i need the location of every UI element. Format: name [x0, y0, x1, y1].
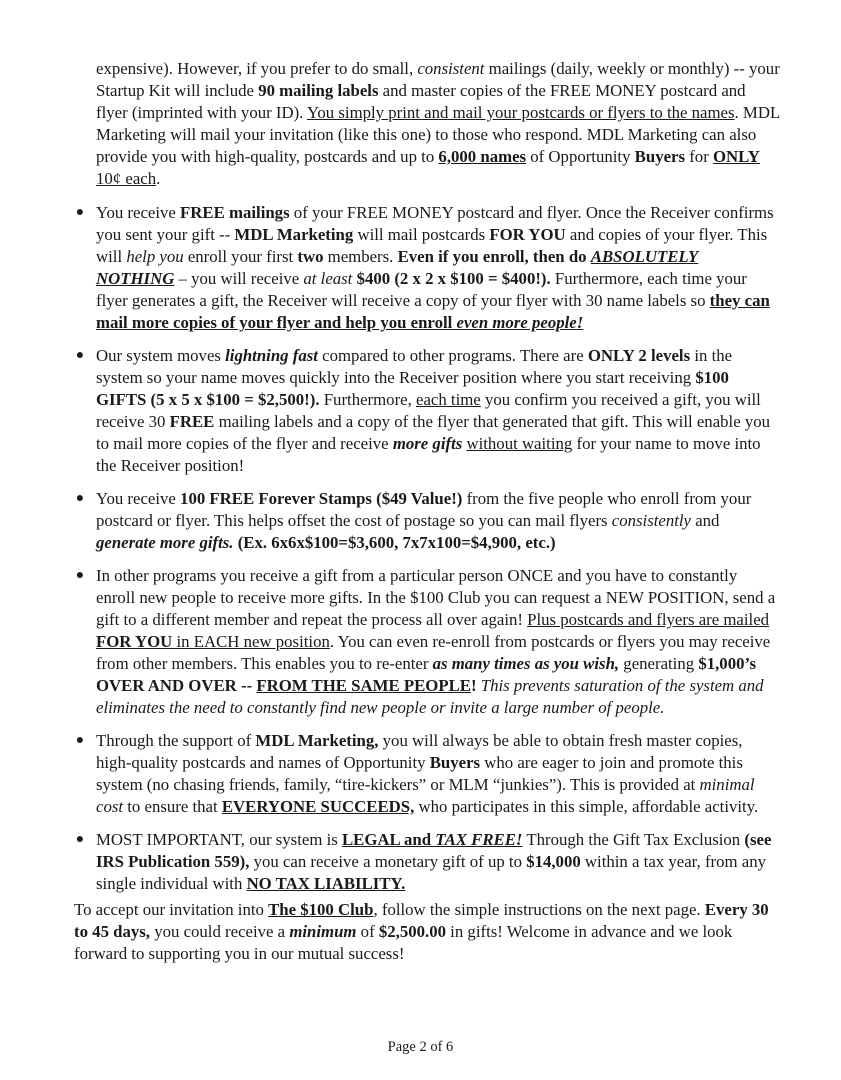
- text-run: you will always be able to obtain fresh master copies, high-quality postcards and names of Opportunity: [96, 731, 743, 772]
- text-run: generating: [619, 654, 699, 673]
- list-item-text: [96, 829, 780, 895]
- text-run: ONLY: [712, 147, 760, 166]
- bullet-icon: ●: [75, 491, 85, 506]
- text-run: lightning fast: [225, 346, 318, 365]
- text-run: Buyers: [429, 753, 481, 772]
- intro-paragraph: [74, 58, 780, 190]
- text-run: The $100 Club: [268, 900, 374, 919]
- text-run: mailing labels and a copy of the flyer that generated that gift. This will enable you to mail more copies of the flyer and receive: [96, 412, 771, 453]
- text-run: Furthermore,: [319, 390, 416, 409]
- text-run: MDL Marketing,: [255, 731, 379, 750]
- text-run: MDL Marketing: [234, 225, 354, 244]
- page-number: Page 2 of 6: [387, 1039, 454, 1055]
- text-run: , follow the simple instructions on the next page.: [373, 900, 705, 919]
- text-run: To accept our invitation into: [74, 900, 269, 919]
- text-run: generate more gifts.: [96, 533, 234, 552]
- text-run: . MDL Marketing will mail your invitation (like this one) to those who respond. MDL Marketing can also provide you with high-quality, postcards and up to: [96, 103, 780, 166]
- text-run: ABSOLUTELY NOTHING: [96, 247, 699, 288]
- bullet-icon: ●: [75, 205, 85, 220]
- text-run: NO TAX LIABILITY.: [246, 874, 406, 893]
- text-run: consistently: [611, 511, 691, 530]
- text-run: members.: [323, 247, 398, 266]
- text-run: of your FREE MONEY postcard and flyer. Once the Receiver confirms you sent your gift --: [96, 203, 774, 244]
- text-run: Through the Gift Tax Exclusion: [522, 830, 745, 849]
- text-run: $14,000: [526, 852, 581, 871]
- text-run: Plus postcards and flyers are mailed: [527, 610, 770, 629]
- text-run: compared to other programs. There are: [317, 346, 588, 365]
- text-run: FREE: [169, 412, 215, 431]
- bullet-icon: ●: [75, 832, 85, 847]
- text-run: Even if you enroll, then do: [397, 247, 591, 266]
- text-run: you can receive a monetary gift of up to: [249, 852, 527, 871]
- text-run: each time: [416, 390, 481, 409]
- text-run: . You can even re-enroll from postcards or flyers you may receive from other members. This enables you to re-enter: [96, 632, 771, 673]
- text-run: $2,500.00: [378, 922, 446, 941]
- text-run: of Opportunity: [526, 147, 635, 166]
- text-run: without waiting: [466, 434, 573, 453]
- text-run: In other programs you receive a gift from a particular person ONCE and you have to constantly enroll new people to receive more gifts. In the $100 Club you can request a NEW POSITION, send a gift to a different member and repeat the process all over again!: [96, 566, 776, 629]
- text-run: two: [297, 247, 324, 266]
- text-run: and: [691, 511, 720, 530]
- text-run: within a tax year, from any single individual with: [96, 852, 766, 893]
- text-run: Our system moves: [96, 346, 226, 365]
- text-run: 6,000 names: [438, 147, 527, 166]
- list-item-text: [96, 565, 780, 719]
- text-run: at least: [303, 269, 353, 288]
- list-item: [74, 565, 780, 719]
- text-run: mailings (daily, weekly or monthly) -- your Startup Kit will include: [96, 59, 780, 100]
- text-run: This prevents saturation of the system and eliminates the need to constantly find new people or invite a large number of people.: [96, 676, 764, 717]
- text-run: who are eager to join and promote this system (no chasing friends, family, “tire-kickers” or MLM “junkies”). This is provided at: [96, 753, 743, 794]
- text-run: more gifts: [392, 434, 463, 453]
- text-run: to ensure that: [123, 797, 222, 816]
- list-item-text: [96, 345, 780, 477]
- text-run: in gifts! Welcome in advance and we look forward to supporting you in our mutual success!: [74, 922, 733, 963]
- text-run: !: [470, 676, 477, 695]
- text-run: You receive: [96, 203, 181, 222]
- bullet-icon: ●: [75, 733, 85, 748]
- text-run: LEGAL and: [341, 830, 436, 849]
- bullet-icon: ●: [75, 568, 85, 583]
- text-run: FOR YOU: [489, 225, 566, 244]
- text-run: from the five people who enroll from your postcard or flyer. This helps offset the cost of postage so you can mail flyers: [96, 489, 752, 530]
- text-run: $1,000’s OVER AND OVER --: [96, 654, 756, 695]
- text-run: You receive: [96, 489, 181, 508]
- text-run: Furthermore, each time your flyer generates a gift, the Receiver will receive a copy of your flyer with 30 name labels so: [96, 269, 747, 310]
- list-item: [74, 345, 780, 477]
- text-run: Through the support of: [96, 731, 256, 750]
- list-item: [74, 202, 780, 334]
- bullet-icon: ●: [75, 348, 85, 363]
- text-run: help you: [126, 247, 184, 266]
- document-body: [74, 58, 780, 965]
- text-run: minimal cost: [96, 775, 755, 816]
- benefits-list: [74, 202, 780, 895]
- text-run: you could receive a: [150, 922, 290, 941]
- text-run: as many times as you wish,: [432, 654, 620, 673]
- text-run: ONLY 2 levels: [587, 346, 691, 365]
- list-item: [74, 829, 780, 895]
- text-run: expensive). However, if you prefer to do small,: [96, 59, 418, 78]
- text-run: you confirm you received a gift, you will receive 30: [96, 390, 761, 431]
- closing-paragraph: [74, 899, 780, 965]
- text-run: and master copies of the FREE MONEY postcard and flyer (imprinted with your ID).: [96, 81, 746, 122]
- text-run: in EACH new position: [172, 632, 330, 651]
- text-run: MOST IMPORTANT, our system is: [96, 830, 342, 849]
- text-run: will mail postcards: [353, 225, 490, 244]
- text-run: EVERYONE SUCCEEDS,: [221, 797, 415, 816]
- text-run: FREE mailings: [180, 203, 290, 222]
- text-run: $100 GIFTS (5 x 5 x $100 = $2,500!).: [96, 368, 729, 409]
- text-run: enroll your first: [183, 247, 298, 266]
- list-item-text: [96, 730, 780, 818]
- text-run: (see IRS Publication 559),: [96, 830, 772, 871]
- text-run: for: [685, 147, 713, 166]
- text-run: FOR YOU: [96, 632, 173, 651]
- text-run: $400 (2 x 2 x $100 = $400!).: [356, 269, 551, 288]
- text-run: – you will receive: [174, 269, 304, 288]
- text-run: You simply print and mail your postcards or flyers to the names: [306, 103, 735, 122]
- list-item-text: [96, 202, 780, 334]
- text-run: 100 FREE Forever Stamps ($49 Value!): [180, 489, 463, 508]
- text-run: (Ex. 6x6x$100=$3,600, 7x7x100=$4,900, etc.): [237, 533, 556, 552]
- text-run: .: [156, 169, 161, 188]
- text-run: for your name to move into the Receiver position!: [96, 434, 761, 475]
- text-run: 90 mailing labels: [258, 81, 379, 100]
- text-run: FROM THE SAME PEOPLE: [256, 676, 471, 695]
- text-run: Buyers: [634, 147, 686, 166]
- text-run: and copies of your flyer. This will: [96, 225, 768, 266]
- text-run: minimum: [289, 922, 357, 941]
- text-run: even more people!: [456, 313, 584, 332]
- text-run: they can mail more copies of your flyer and help you enroll: [96, 291, 770, 332]
- list-item: [74, 730, 780, 818]
- text-run: of: [356, 922, 379, 941]
- text-run: who participates in this simple, affordable activity.: [414, 797, 759, 816]
- text-run: in the system so your name moves quickly into the Receiver position where you start receiving: [96, 346, 733, 387]
- text-run: Every 30 to 45 days,: [74, 900, 769, 941]
- text-run: consistent: [417, 59, 485, 78]
- list-item-text: [96, 488, 780, 554]
- text-run: 10¢ each: [96, 169, 157, 188]
- list-item: [74, 488, 780, 554]
- text-run: TAX FREE!: [435, 830, 523, 849]
